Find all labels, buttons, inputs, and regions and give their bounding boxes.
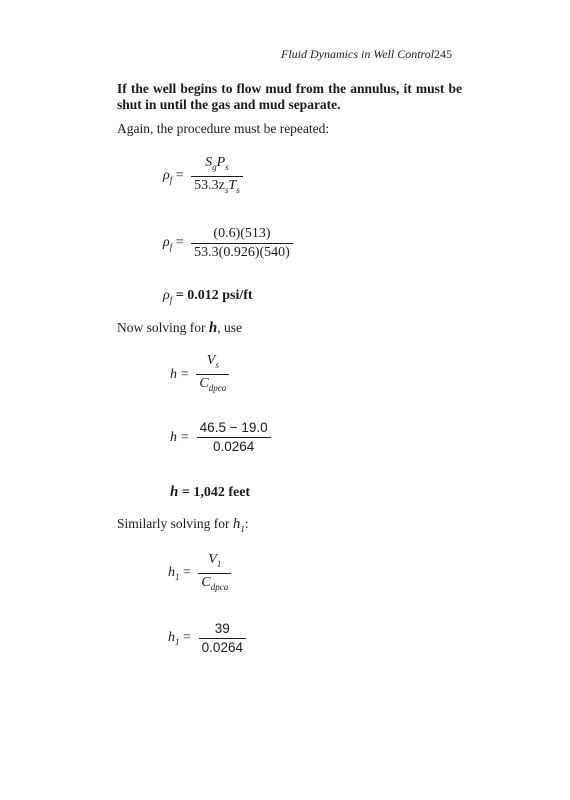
equation-h1-values: $h_1$ = $\frac{39}{0.0264}$: [168, 620, 246, 657]
equation-density-result: $\rho_f = 0.012$ psi/ft: [163, 288, 253, 305]
equation-height-values: h = $\frac{46.5 - 19.0}{0.0264}$: [170, 419, 271, 456]
fraction: $\frac{V_1}{C_{dpca}}$: [198, 551, 231, 596]
solving-h1-paragraph: Similarly solving for $h_1$:: [117, 516, 249, 534]
fraction: $\frac{S_gP_s}{53.3z_sT_s}$: [191, 154, 243, 199]
equation-height-formula: h = $\frac{V_s}{C_{dpca}}$: [170, 352, 229, 397]
fraction: $\frac{(0.6)(513)}{53.3(0.926)(540)}$: [191, 225, 293, 262]
procedure-paragraph: Again, the procedure must be repeated:: [117, 121, 330, 136]
equation-density-values: [163, 225, 293, 262]
running-title: Fluid Dynamics in Well Control: [281, 47, 435, 61]
page-number: 245: [434, 47, 452, 61]
fraction: $\frac{46.5 - 19.0}{0.0264}$: [197, 419, 271, 456]
fraction: $\frac{V_s}{C_{dpca}}$: [196, 352, 229, 397]
fraction: $\frac{39}{0.0264}$: [199, 620, 246, 657]
density-symbol: $\rho_f$ =: [163, 235, 184, 252]
solving-h-paragraph: Now solving for h, use: [117, 320, 242, 336]
equation-density-formula: [163, 154, 243, 199]
intro-paragraph: If the well begins to flow mud from the annulus, it must be shut in until the gas and mud separate.: [117, 81, 462, 112]
equation-h1-formula: $h_1$ = $\frac{V_1}{C_{dpca}}$: [168, 551, 231, 596]
equation-height-result: h = 1,042 feet: [170, 484, 251, 500]
density-symbol: $\rho_f$ =: [163, 168, 184, 185]
